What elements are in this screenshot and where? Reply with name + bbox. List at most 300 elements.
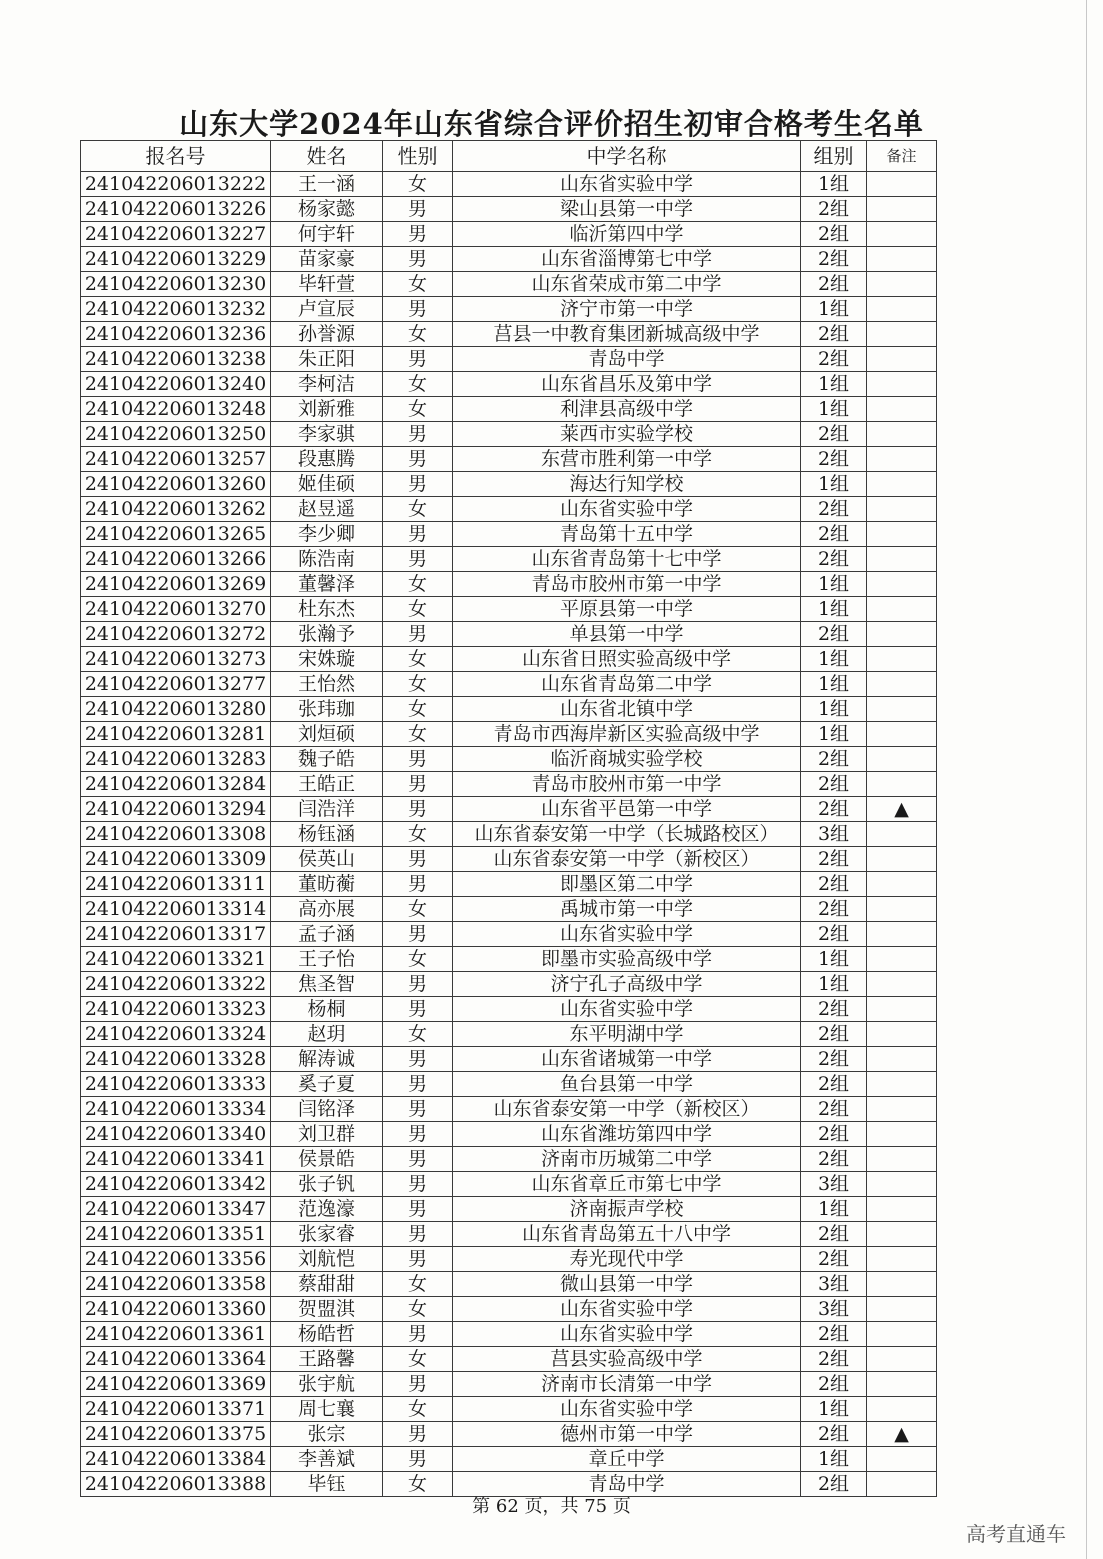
table-row xyxy=(81,1247,937,1272)
cell-group: 2组 xyxy=(801,1047,867,1072)
cell-group: 2组 xyxy=(801,1247,867,1272)
cell-gender: 女 xyxy=(383,672,453,697)
table-header-row xyxy=(81,141,937,172)
cell-remarks xyxy=(867,222,937,247)
cell-school: 青岛市胶州市第一中学 xyxy=(453,772,801,797)
cell-remarks xyxy=(867,497,937,522)
cell-school: 梁山县第一中学 xyxy=(453,197,801,222)
cell-name: 蔡甜甜 xyxy=(271,1272,383,1297)
cell-group: 2组 xyxy=(801,522,867,547)
table-row xyxy=(81,1122,937,1147)
cell-registration-no: 241042206013238 xyxy=(81,347,271,372)
cell-name: 王皓正 xyxy=(271,772,383,797)
cell-registration-no: 241042206013328 xyxy=(81,1047,271,1072)
cell-school: 济南市历城第二中学 xyxy=(453,1147,801,1172)
cell-registration-no: 241042206013369 xyxy=(81,1372,271,1397)
cell-group: 2组 xyxy=(801,197,867,222)
cell-school: 山东省实验中学 xyxy=(453,172,801,197)
cell-gender: 男 xyxy=(383,522,453,547)
cell-school: 单县第一中学 xyxy=(453,622,801,647)
cell-gender: 男 xyxy=(383,972,453,997)
table-row xyxy=(81,1422,937,1447)
cell-group: 2组 xyxy=(801,922,867,947)
cell-gender: 女 xyxy=(383,272,453,297)
table-row xyxy=(81,872,937,897)
cell-name: 杜东杰 xyxy=(271,597,383,622)
cell-registration-no: 241042206013240 xyxy=(81,372,271,397)
cell-group: 2组 xyxy=(801,872,867,897)
cell-registration-no: 241042206013273 xyxy=(81,647,271,672)
cell-registration-no: 241042206013314 xyxy=(81,897,271,922)
cell-registration-no: 241042206013230 xyxy=(81,272,271,297)
cell-remarks xyxy=(867,722,937,747)
cell-name: 宋姝璇 xyxy=(271,647,383,672)
table-row xyxy=(81,1447,937,1472)
cell-remarks xyxy=(867,172,937,197)
cell-school: 山东省泰安第一中学（新校区） xyxy=(453,1097,801,1122)
cell-name: 朱正阳 xyxy=(271,347,383,372)
cell-registration-no: 241042206013358 xyxy=(81,1272,271,1297)
cell-gender: 女 xyxy=(383,497,453,522)
table-row xyxy=(81,1222,937,1247)
cell-school: 山东省青岛第二中学 xyxy=(453,672,801,697)
cell-registration-no: 241042206013360 xyxy=(81,1297,271,1322)
cell-group: 1组 xyxy=(801,1397,867,1422)
cell-name: 毕轩萱 xyxy=(271,272,383,297)
cell-gender: 男 xyxy=(383,847,453,872)
table-row xyxy=(81,547,937,572)
cell-gender: 女 xyxy=(383,172,453,197)
cell-school: 山东省泰安第一中学（长城路校区） xyxy=(453,822,801,847)
cell-gender: 男 xyxy=(383,1247,453,1272)
cell-gender: 男 xyxy=(383,1422,453,1447)
cell-remarks xyxy=(867,1022,937,1047)
cell-school: 山东省昌乐及第中学 xyxy=(453,372,801,397)
cell-name: 段惠腾 xyxy=(271,447,383,472)
cell-registration-no: 241042206013270 xyxy=(81,597,271,622)
cell-group: 2组 xyxy=(801,322,867,347)
cell-gender: 女 xyxy=(383,647,453,672)
cell-group: 1组 xyxy=(801,572,867,597)
table-row xyxy=(81,697,937,722)
table-row xyxy=(81,1322,937,1347)
cell-name: 赵玥 xyxy=(271,1022,383,1047)
cell-name: 何宇轩 xyxy=(271,222,383,247)
cell-remarks xyxy=(867,972,937,997)
candidate-table xyxy=(80,140,937,1497)
cell-registration-no: 241042206013364 xyxy=(81,1347,271,1372)
cell-name: 闫浩洋 xyxy=(271,797,383,822)
cell-registration-no: 241042206013266 xyxy=(81,547,271,572)
cell-registration-no: 241042206013321 xyxy=(81,947,271,972)
cell-registration-no: 241042206013342 xyxy=(81,1172,271,1197)
cell-group: 1组 xyxy=(801,1447,867,1472)
cell-group: 2组 xyxy=(801,1072,867,1097)
cell-remarks xyxy=(867,947,937,972)
cell-name: 董馨泽 xyxy=(271,572,383,597)
table-row xyxy=(81,647,937,672)
cell-name: 王子怡 xyxy=(271,947,383,972)
cell-name: 高亦展 xyxy=(271,897,383,922)
cell-group: 2组 xyxy=(801,797,867,822)
table-row xyxy=(81,372,937,397)
cell-name: 杨桐 xyxy=(271,997,383,1022)
cell-registration-no: 241042206013283 xyxy=(81,747,271,772)
cell-gender: 男 xyxy=(383,797,453,822)
cell-gender: 男 xyxy=(383,472,453,497)
cell-registration-no: 241042206013226 xyxy=(81,197,271,222)
cell-group: 1组 xyxy=(801,372,867,397)
cell-gender: 男 xyxy=(383,297,453,322)
table-row xyxy=(81,997,937,1022)
cell-gender: 女 xyxy=(383,372,453,397)
cell-school: 山东省实验中学 xyxy=(453,1322,801,1347)
cell-group: 1组 xyxy=(801,672,867,697)
cell-remarks xyxy=(867,697,937,722)
cell-registration-no: 241042206013340 xyxy=(81,1122,271,1147)
cell-school: 青岛中学 xyxy=(453,1472,801,1497)
table-row xyxy=(81,272,937,297)
cell-group: 1组 xyxy=(801,397,867,422)
table-row xyxy=(81,1147,937,1172)
cell-group: 1组 xyxy=(801,1197,867,1222)
cell-registration-no: 241042206013309 xyxy=(81,847,271,872)
table-row xyxy=(81,972,937,997)
cell-name: 刘新雅 xyxy=(271,397,383,422)
cell-gender: 男 xyxy=(383,1122,453,1147)
cell-school: 即墨市实验高级中学 xyxy=(453,947,801,972)
cell-group: 1组 xyxy=(801,597,867,622)
cell-name: 刘卫群 xyxy=(271,1122,383,1147)
cell-registration-no: 241042206013384 xyxy=(81,1447,271,1472)
cell-gender: 男 xyxy=(383,1097,453,1122)
cell-gender: 女 xyxy=(383,1397,453,1422)
cell-gender: 男 xyxy=(383,1222,453,1247)
cell-group: 3组 xyxy=(801,1272,867,1297)
cell-school: 海达行知学校 xyxy=(453,472,801,497)
table-row xyxy=(81,572,937,597)
table-row xyxy=(81,897,937,922)
cell-name: 孙誉源 xyxy=(271,322,383,347)
cell-group: 2组 xyxy=(801,1097,867,1122)
cell-registration-no: 241042206013294 xyxy=(81,797,271,822)
cell-name: 董昉蘅 xyxy=(271,872,383,897)
cell-registration-no: 241042206013227 xyxy=(81,222,271,247)
cell-gender: 女 xyxy=(383,1297,453,1322)
cell-remarks xyxy=(867,922,937,947)
cell-gender: 女 xyxy=(383,897,453,922)
cell-gender: 男 xyxy=(383,197,453,222)
cell-remarks xyxy=(867,272,937,297)
cell-school: 山东省泰安第一中学（新校区） xyxy=(453,847,801,872)
cell-gender: 女 xyxy=(383,597,453,622)
cell-gender: 男 xyxy=(383,922,453,947)
cell-registration-no: 241042206013324 xyxy=(81,1022,271,1047)
table-row xyxy=(81,322,937,347)
cell-gender: 男 xyxy=(383,1072,453,1097)
table-row xyxy=(81,822,937,847)
cell-school: 济南市长清第一中学 xyxy=(453,1372,801,1397)
cell-remarks xyxy=(867,247,937,272)
cell-registration-no: 241042206013317 xyxy=(81,922,271,947)
cell-gender: 女 xyxy=(383,1022,453,1047)
table-row xyxy=(81,722,937,747)
cell-remarks xyxy=(867,772,937,797)
table-row xyxy=(81,222,937,247)
table-row xyxy=(81,1347,937,1372)
cell-school: 寿光现代中学 xyxy=(453,1247,801,1272)
cell-group: 2组 xyxy=(801,497,867,522)
table-row xyxy=(81,297,937,322)
cell-gender: 男 xyxy=(383,1047,453,1072)
table-body xyxy=(81,172,937,1497)
cell-remarks xyxy=(867,372,937,397)
cell-remarks xyxy=(867,1347,937,1372)
cell-remarks xyxy=(867,847,937,872)
cell-school: 禹城市第一中学 xyxy=(453,897,801,922)
cell-name: 赵昱遥 xyxy=(271,497,383,522)
table-row xyxy=(81,1047,937,1072)
table-row xyxy=(81,197,937,222)
cell-gender: 男 xyxy=(383,547,453,572)
cell-registration-no: 241042206013356 xyxy=(81,1247,271,1272)
header-remarks: 备注 xyxy=(867,141,937,172)
cell-group: 1组 xyxy=(801,472,867,497)
cell-name: 贺盟淇 xyxy=(271,1297,383,1322)
cell-name: 李柯洁 xyxy=(271,372,383,397)
cell-group: 2组 xyxy=(801,1022,867,1047)
cell-group: 2组 xyxy=(801,622,867,647)
cell-name: 范逸濠 xyxy=(271,1197,383,1222)
cell-remarks xyxy=(867,997,937,1022)
cell-school: 山东省实验中学 xyxy=(453,1397,801,1422)
cell-registration-no: 241042206013257 xyxy=(81,447,271,472)
cell-school: 东营市胜利第一中学 xyxy=(453,447,801,472)
cell-remarks xyxy=(867,872,937,897)
cell-remarks xyxy=(867,1322,937,1347)
table-row xyxy=(81,597,937,622)
cell-school: 平原县第一中学 xyxy=(453,597,801,622)
cell-gender: 女 xyxy=(383,397,453,422)
cell-name: 姬佳硕 xyxy=(271,472,383,497)
cell-school: 山东省实验中学 xyxy=(453,497,801,522)
cell-remarks xyxy=(867,197,937,222)
cell-remarks xyxy=(867,397,937,422)
cell-registration-no: 241042206013281 xyxy=(81,722,271,747)
cell-registration-no: 241042206013232 xyxy=(81,297,271,322)
cell-school: 即墨区第二中学 xyxy=(453,872,801,897)
cell-school: 章丘中学 xyxy=(453,1447,801,1472)
cell-group: 3组 xyxy=(801,822,867,847)
table-row xyxy=(81,1172,937,1197)
cell-group: 2组 xyxy=(801,997,867,1022)
table-row xyxy=(81,1372,937,1397)
cell-registration-no: 241042206013308 xyxy=(81,822,271,847)
table-row xyxy=(81,247,937,272)
cell-remarks xyxy=(867,672,937,697)
cell-school: 青岛中学 xyxy=(453,347,801,372)
cell-remarks xyxy=(867,347,937,372)
cell-gender: 女 xyxy=(383,947,453,972)
cell-registration-no: 241042206013229 xyxy=(81,247,271,272)
cell-gender: 男 xyxy=(383,1147,453,1172)
cell-school: 山东省章丘市第七中学 xyxy=(453,1172,801,1197)
cell-gender: 女 xyxy=(383,722,453,747)
cell-name: 王怡然 xyxy=(271,672,383,697)
table-row xyxy=(81,1022,937,1047)
cell-group: 2组 xyxy=(801,347,867,372)
cell-group: 1组 xyxy=(801,647,867,672)
cell-remarks xyxy=(867,647,937,672)
cell-registration-no: 241042206013262 xyxy=(81,497,271,522)
cell-name: 孟子涵 xyxy=(271,922,383,947)
cell-name: 刘烜硕 xyxy=(271,722,383,747)
cell-school: 莱西市实验学校 xyxy=(453,422,801,447)
cell-group: 2组 xyxy=(801,1222,867,1247)
cell-registration-no: 241042206013341 xyxy=(81,1147,271,1172)
cell-school: 青岛市胶州市第一中学 xyxy=(453,572,801,597)
cell-name: 侯英山 xyxy=(271,847,383,872)
cell-registration-no: 241042206013236 xyxy=(81,322,271,347)
cell-group: 2组 xyxy=(801,422,867,447)
cell-school: 济宁市第一中学 xyxy=(453,297,801,322)
cell-group: 2组 xyxy=(801,1322,867,1347)
cell-name: 侯景皓 xyxy=(271,1147,383,1172)
cell-group: 3组 xyxy=(801,1172,867,1197)
cell-school: 东平明湖中学 xyxy=(453,1022,801,1047)
table-row xyxy=(81,847,937,872)
cell-group: 2组 xyxy=(801,1372,867,1397)
cell-remarks xyxy=(867,1222,937,1247)
cell-remarks xyxy=(867,447,937,472)
cell-remarks xyxy=(867,1172,937,1197)
cell-group: 2组 xyxy=(801,847,867,872)
cell-school: 山东省诸城第一中学 xyxy=(453,1047,801,1072)
table-row xyxy=(81,947,937,972)
cell-remarks xyxy=(867,1272,937,1297)
table-row xyxy=(81,472,937,497)
cell-remarks xyxy=(867,1072,937,1097)
cell-remarks xyxy=(867,1372,937,1397)
cell-remarks xyxy=(867,1247,937,1272)
cell-registration-no: 241042206013260 xyxy=(81,472,271,497)
header-group: 组别 xyxy=(801,141,867,172)
cell-name: 苗家豪 xyxy=(271,247,383,272)
cell-remarks xyxy=(867,1297,937,1322)
cell-school: 山东省平邑第一中学 xyxy=(453,797,801,822)
cell-school: 莒县一中教育集团新城高级中学 xyxy=(453,322,801,347)
header-gender: 性别 xyxy=(383,141,453,172)
cell-school: 临沂商城实验学校 xyxy=(453,747,801,772)
cell-registration-no: 241042206013322 xyxy=(81,972,271,997)
cell-name: 张宇航 xyxy=(271,1372,383,1397)
cell-remarks xyxy=(867,1397,937,1422)
table-row xyxy=(81,522,937,547)
cell-school: 山东省实验中学 xyxy=(453,922,801,947)
cell-remarks xyxy=(867,322,937,347)
cell-school: 山东省北镇中学 xyxy=(453,697,801,722)
cell-gender: 女 xyxy=(383,822,453,847)
cell-registration-no: 241042206013388 xyxy=(81,1472,271,1497)
cell-gender: 女 xyxy=(383,322,453,347)
cell-gender: 男 xyxy=(383,872,453,897)
table-row xyxy=(81,447,937,472)
cell-group: 2组 xyxy=(801,222,867,247)
cell-group: 2组 xyxy=(801,1147,867,1172)
cell-name: 解涛诚 xyxy=(271,1047,383,1072)
cell-remarks xyxy=(867,1147,937,1172)
cell-remarks: ▲ xyxy=(867,1422,937,1447)
cell-school: 山东省日照实验高级中学 xyxy=(453,647,801,672)
cell-group: 2组 xyxy=(801,1347,867,1372)
table-row xyxy=(81,772,937,797)
table-row xyxy=(81,1272,937,1297)
cell-school: 德州市第一中学 xyxy=(453,1422,801,1447)
cell-name: 卢宣辰 xyxy=(271,297,383,322)
cell-registration-no: 241042206013269 xyxy=(81,572,271,597)
cell-remarks xyxy=(867,1122,937,1147)
cell-remarks xyxy=(867,297,937,322)
cell-gender: 男 xyxy=(383,347,453,372)
table-row xyxy=(81,172,937,197)
cell-remarks xyxy=(867,522,937,547)
watermark: 高考直通车 xyxy=(966,1522,1066,1546)
cell-remarks xyxy=(867,822,937,847)
cell-group: 1组 xyxy=(801,172,867,197)
cell-name: 王路馨 xyxy=(271,1347,383,1372)
table-row xyxy=(81,672,937,697)
document-title: 山东大学2024年山东省综合评价招生初审合格考生名单 xyxy=(179,107,924,141)
cell-registration-no: 241042206013334 xyxy=(81,1097,271,1122)
cell-gender: 男 xyxy=(383,997,453,1022)
cell-name: 毕钰 xyxy=(271,1472,383,1497)
cell-remarks xyxy=(867,1197,937,1222)
table-row xyxy=(81,1297,937,1322)
cell-group: 2组 xyxy=(801,897,867,922)
cell-school: 山东省实验中学 xyxy=(453,1297,801,1322)
cell-name: 杨钰涵 xyxy=(271,822,383,847)
cell-name: 张家睿 xyxy=(271,1222,383,1247)
cell-school: 山东省荣成市第二中学 xyxy=(453,272,801,297)
cell-school: 微山县第一中学 xyxy=(453,1272,801,1297)
cell-remarks xyxy=(867,1447,937,1472)
header-school: 中学名称 xyxy=(453,141,801,172)
cell-remarks xyxy=(867,622,937,647)
cell-gender: 男 xyxy=(383,447,453,472)
table-row xyxy=(81,1072,937,1097)
cell-remarks xyxy=(867,897,937,922)
cell-registration-no: 241042206013333 xyxy=(81,1072,271,1097)
cell-registration-no: 241042206013272 xyxy=(81,622,271,647)
table-row xyxy=(81,622,937,647)
table-row xyxy=(81,497,937,522)
cell-name: 李善斌 xyxy=(271,1447,383,1472)
cell-school: 山东省青岛第十七中学 xyxy=(453,547,801,572)
cell-gender: 男 xyxy=(383,1197,453,1222)
cell-registration-no: 241042206013375 xyxy=(81,1422,271,1447)
cell-school: 山东省潍坊第四中学 xyxy=(453,1122,801,1147)
cell-group: 2组 xyxy=(801,1472,867,1497)
page-footer: 第 62 页，共 75 页 xyxy=(472,1496,631,1517)
cell-school: 鱼台县第一中学 xyxy=(453,1072,801,1097)
cell-gender: 男 xyxy=(383,247,453,272)
table-row xyxy=(81,797,937,822)
cell-school: 利津县高级中学 xyxy=(453,397,801,422)
cell-gender: 女 xyxy=(383,1272,453,1297)
cell-registration-no: 241042206013361 xyxy=(81,1322,271,1347)
cell-registration-no: 241042206013351 xyxy=(81,1222,271,1247)
cell-group: 2组 xyxy=(801,272,867,297)
